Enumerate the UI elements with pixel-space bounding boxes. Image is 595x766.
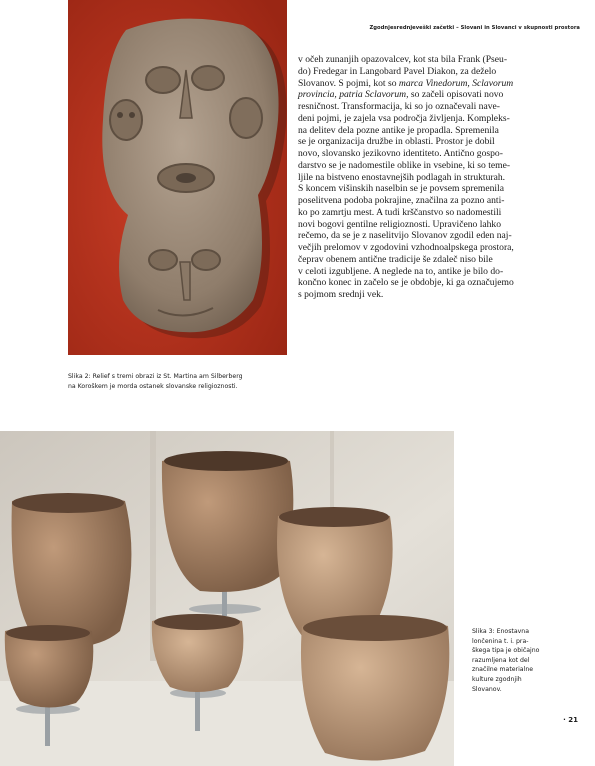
caption-line: na Koroškem je morda ostanek slovanske religioznosti.: [68, 383, 238, 390]
relief-photo: [68, 0, 287, 355]
page-number: · 21: [563, 716, 578, 724]
body-line: v očeh zunanjih opazovalcev, kot sta bila Frank (Pseu-: [298, 54, 508, 65]
body-line: v celoti izgubljene. A neglede na to, antike je bilo do-: [298, 265, 504, 277]
body-line: S koncem višinskih naselbin se je povsem spremenila: [298, 183, 504, 195]
body-line-part: so začeli opisovati novo: [408, 89, 504, 101]
body-line: na delitev dela pozne antike je propadla. Spremenila: [298, 124, 499, 136]
running-header: Zgodnjesrednjeveški začetki – Slovani in Slovanci v skupnosti prostora: [369, 25, 580, 31]
pottery-image: [0, 431, 454, 766]
caption-line: Slovanov.: [472, 685, 502, 693]
body-line: čeprav obenem antične tradicije še zdaleč niso bile: [298, 253, 493, 265]
body-line: rečemo, da se je z naselitvijo Slovanov zgodil eden naj-: [298, 230, 512, 242]
caption-pottery: [472, 627, 582, 694]
caption-line: razumljena kot del: [472, 656, 530, 664]
body-line: poselitvena podoba pokrajine, značilna za pozno anti-: [298, 195, 505, 206]
pottery-photo: [0, 431, 454, 766]
caption-line: Slika 3: Enostavna: [472, 628, 530, 635]
italic-term: marca Vinedorum, Sclavorum: [398, 77, 514, 89]
body-line: deni pojmi, je zajela vsa področja življenja. Kompleks-: [298, 112, 510, 124]
body-line: ljile na bistveno enostavnejših podlagah in strukturah.: [298, 171, 506, 183]
relief-stone-image: [68, 0, 287, 355]
caption-line: značilne materialne: [472, 666, 534, 674]
body-line: resničnost. Transformacija, ki so jo označevali nave-: [298, 101, 500, 112]
caption-line: škega tipa je običajno: [472, 647, 540, 655]
body-line: do) Fredegar in Langobard Pavel Diakon, za deželo: [298, 65, 497, 77]
body-line: novo, slovansko jezikovno identiteto. Antično gospo-: [298, 148, 503, 159]
caption-line: lončenina t. i. pra-: [472, 637, 529, 645]
body-line: [298, 89, 575, 101]
body-line: s pojmom srednji vek.: [298, 289, 384, 300]
caption-line: Slika 2: Relief s tremi obrazi iz St. Martina am Silberberg: [68, 373, 243, 380]
italic-term: provincia, patria Sclavorum,: [298, 89, 409, 101]
body-text: [298, 54, 575, 301]
body-line: večjih prelomov v zgodovini vzhodnoalpskega prostora,: [298, 242, 514, 253]
body-line: novi bogovi gentilne religioznosti. Upravičeno lahko: [298, 218, 502, 230]
body-line: [298, 78, 575, 90]
body-line: se je organizacija družbe in oblasti. Prostor je dobil: [298, 136, 495, 148]
body-line: ko po zamrtju mest. A tudi krščanstvo so nadomestili: [298, 206, 502, 218]
body-line: darstvo se je nadomestile oblike in vsebine, ki so teme-: [298, 159, 511, 171]
body-line: končno konec in začelo se je obdobje, ki ga označujemo: [298, 277, 514, 289]
caption-line: kulture zgodnjih: [472, 675, 522, 683]
body-line-part: Slovanov. S pojmi, kot so: [298, 77, 399, 89]
caption-relief: [68, 372, 308, 392]
